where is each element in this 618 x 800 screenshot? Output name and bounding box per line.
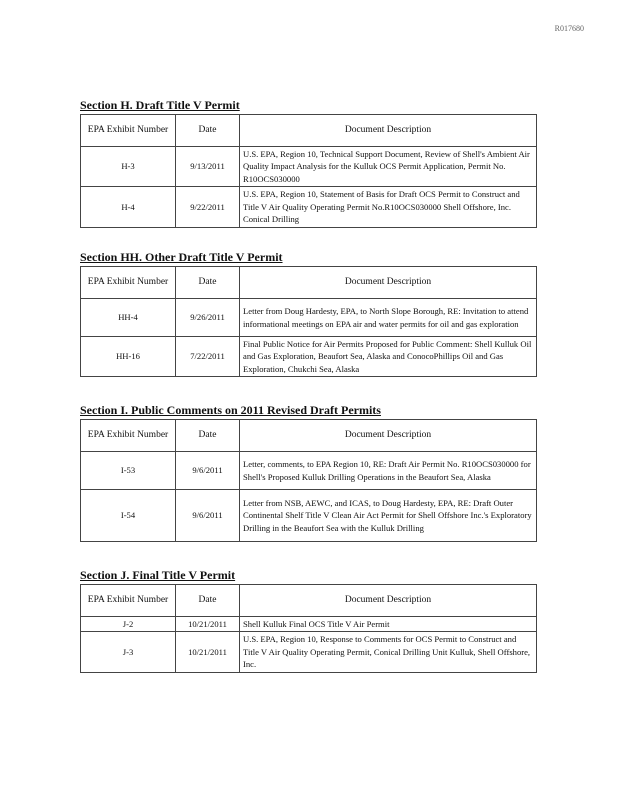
header-date: Date bbox=[176, 115, 240, 147]
exhibit-number: I-54 bbox=[81, 490, 176, 542]
table-header-row bbox=[81, 115, 537, 147]
header-date: Date bbox=[176, 585, 240, 617]
exhibit-date: 7/22/2011 bbox=[176, 337, 240, 377]
exhibit-description: Letter, comments, to EPA Region 10, RE: Draft Air Permit No. R10OCS030000 for Shell's Proposed Kulluk Drilling Operations in the Beaufort Sea, Alaska bbox=[240, 452, 537, 490]
exhibit-number: J-3 bbox=[81, 632, 176, 672]
section-title: Section J. Final Title V Permit bbox=[80, 568, 236, 582]
header-description: Document Description bbox=[240, 267, 537, 299]
header-description: Document Description bbox=[240, 115, 537, 147]
table-row bbox=[81, 452, 537, 490]
exhibit-date: 9/26/2011 bbox=[176, 299, 240, 337]
table-row bbox=[81, 187, 537, 227]
section-title: Section HH. Other Draft Title V Permit bbox=[80, 250, 283, 264]
exhibit-date: 10/21/2011 bbox=[176, 632, 240, 672]
table-row bbox=[81, 632, 537, 672]
page-number: R017680 bbox=[554, 24, 584, 33]
exhibit-description: U.S. EPA, Region 10, Technical Support Document, Review of Shell's Ambient Air Quality Impact Analysis for the Kulluk OCS Permit Application, Permit No. R10OCS030000 bbox=[240, 147, 537, 187]
header-exhibit: EPA Exhibit Number bbox=[81, 420, 176, 452]
table-header-row bbox=[81, 267, 537, 299]
table-row bbox=[81, 299, 537, 337]
exhibit-description: Final Public Notice for Air Permits Proposed for Public Comment: Shell Kulluk Oil and Gas Exploration, Beaufort Sea, Alaska and ConocoPhillips Oil and Gas Exploration, Chukchi Sea, Alaska bbox=[240, 337, 537, 377]
exhibit-description: U.S. EPA, Region 10, Response to Comments for OCS Permit to Construct and Title V Air Quality Operating Permit, Conical Drilling Unit Kulluk, Shell Offshore, Inc. bbox=[240, 632, 537, 672]
exhibit-date: 9/22/2011 bbox=[176, 187, 240, 227]
exhibit-number: I-53 bbox=[81, 452, 176, 490]
header-exhibit: EPA Exhibit Number bbox=[81, 115, 176, 147]
exhibit-date: 9/6/2011 bbox=[176, 452, 240, 490]
header-exhibit: EPA Exhibit Number bbox=[81, 585, 176, 617]
table-row bbox=[81, 147, 537, 187]
header-date: Date bbox=[176, 420, 240, 452]
section-j bbox=[80, 568, 536, 673]
table-header-row bbox=[81, 420, 537, 452]
header-description: Document Description bbox=[240, 585, 537, 617]
exhibit-table bbox=[80, 266, 537, 377]
exhibit-number: J-2 bbox=[81, 617, 176, 632]
section-hh bbox=[80, 250, 536, 377]
header-description: Document Description bbox=[240, 420, 537, 452]
exhibit-table bbox=[80, 584, 537, 673]
exhibit-number: HH-16 bbox=[81, 337, 176, 377]
section-i bbox=[80, 403, 536, 542]
section-title: Section H. Draft Title V Permit bbox=[80, 98, 240, 112]
exhibit-date: 10/21/2011 bbox=[176, 617, 240, 632]
exhibit-table bbox=[80, 419, 537, 542]
table-row bbox=[81, 490, 537, 542]
table-header-row bbox=[81, 585, 537, 617]
exhibit-number: H-4 bbox=[81, 187, 176, 227]
exhibit-description: Letter from Doug Hardesty, EPA, to North Slope Borough, RE: Invitation to attend informational meetings on EPA air and water permits for oil and gas exploration bbox=[240, 299, 537, 337]
table-row bbox=[81, 337, 537, 377]
exhibit-description: Letter from NSB, AEWC, and ICAS, to Doug Hardesty, EPA, RE: Draft Outer Continental Shelf Title V Clean Air Act Permit for Shell Offshore Inc.'s Exploratory Drilling in the Beaufort Sea with the Kulluk Drilling bbox=[240, 490, 537, 542]
section-title: Section I. Public Comments on 2011 Revised Draft Permits bbox=[80, 403, 381, 417]
exhibit-table bbox=[80, 114, 537, 228]
table-row bbox=[81, 617, 537, 632]
exhibit-number: H-3 bbox=[81, 147, 176, 187]
exhibit-number: HH-4 bbox=[81, 299, 176, 337]
exhibit-description: U.S. EPA, Region 10, Statement of Basis for Draft OCS Permit to Construct and Title V Air Quality Operating Permit No.R10OCS030000 Shell Offshore, Inc. Conical Drilling bbox=[240, 187, 537, 227]
exhibit-date: 9/13/2011 bbox=[176, 147, 240, 187]
exhibit-date: 9/6/2011 bbox=[176, 490, 240, 542]
header-date: Date bbox=[176, 267, 240, 299]
section-h bbox=[80, 98, 536, 228]
header-exhibit: EPA Exhibit Number bbox=[81, 267, 176, 299]
exhibit-description: Shell Kulluk Final OCS Title V Air Permit bbox=[240, 617, 537, 632]
